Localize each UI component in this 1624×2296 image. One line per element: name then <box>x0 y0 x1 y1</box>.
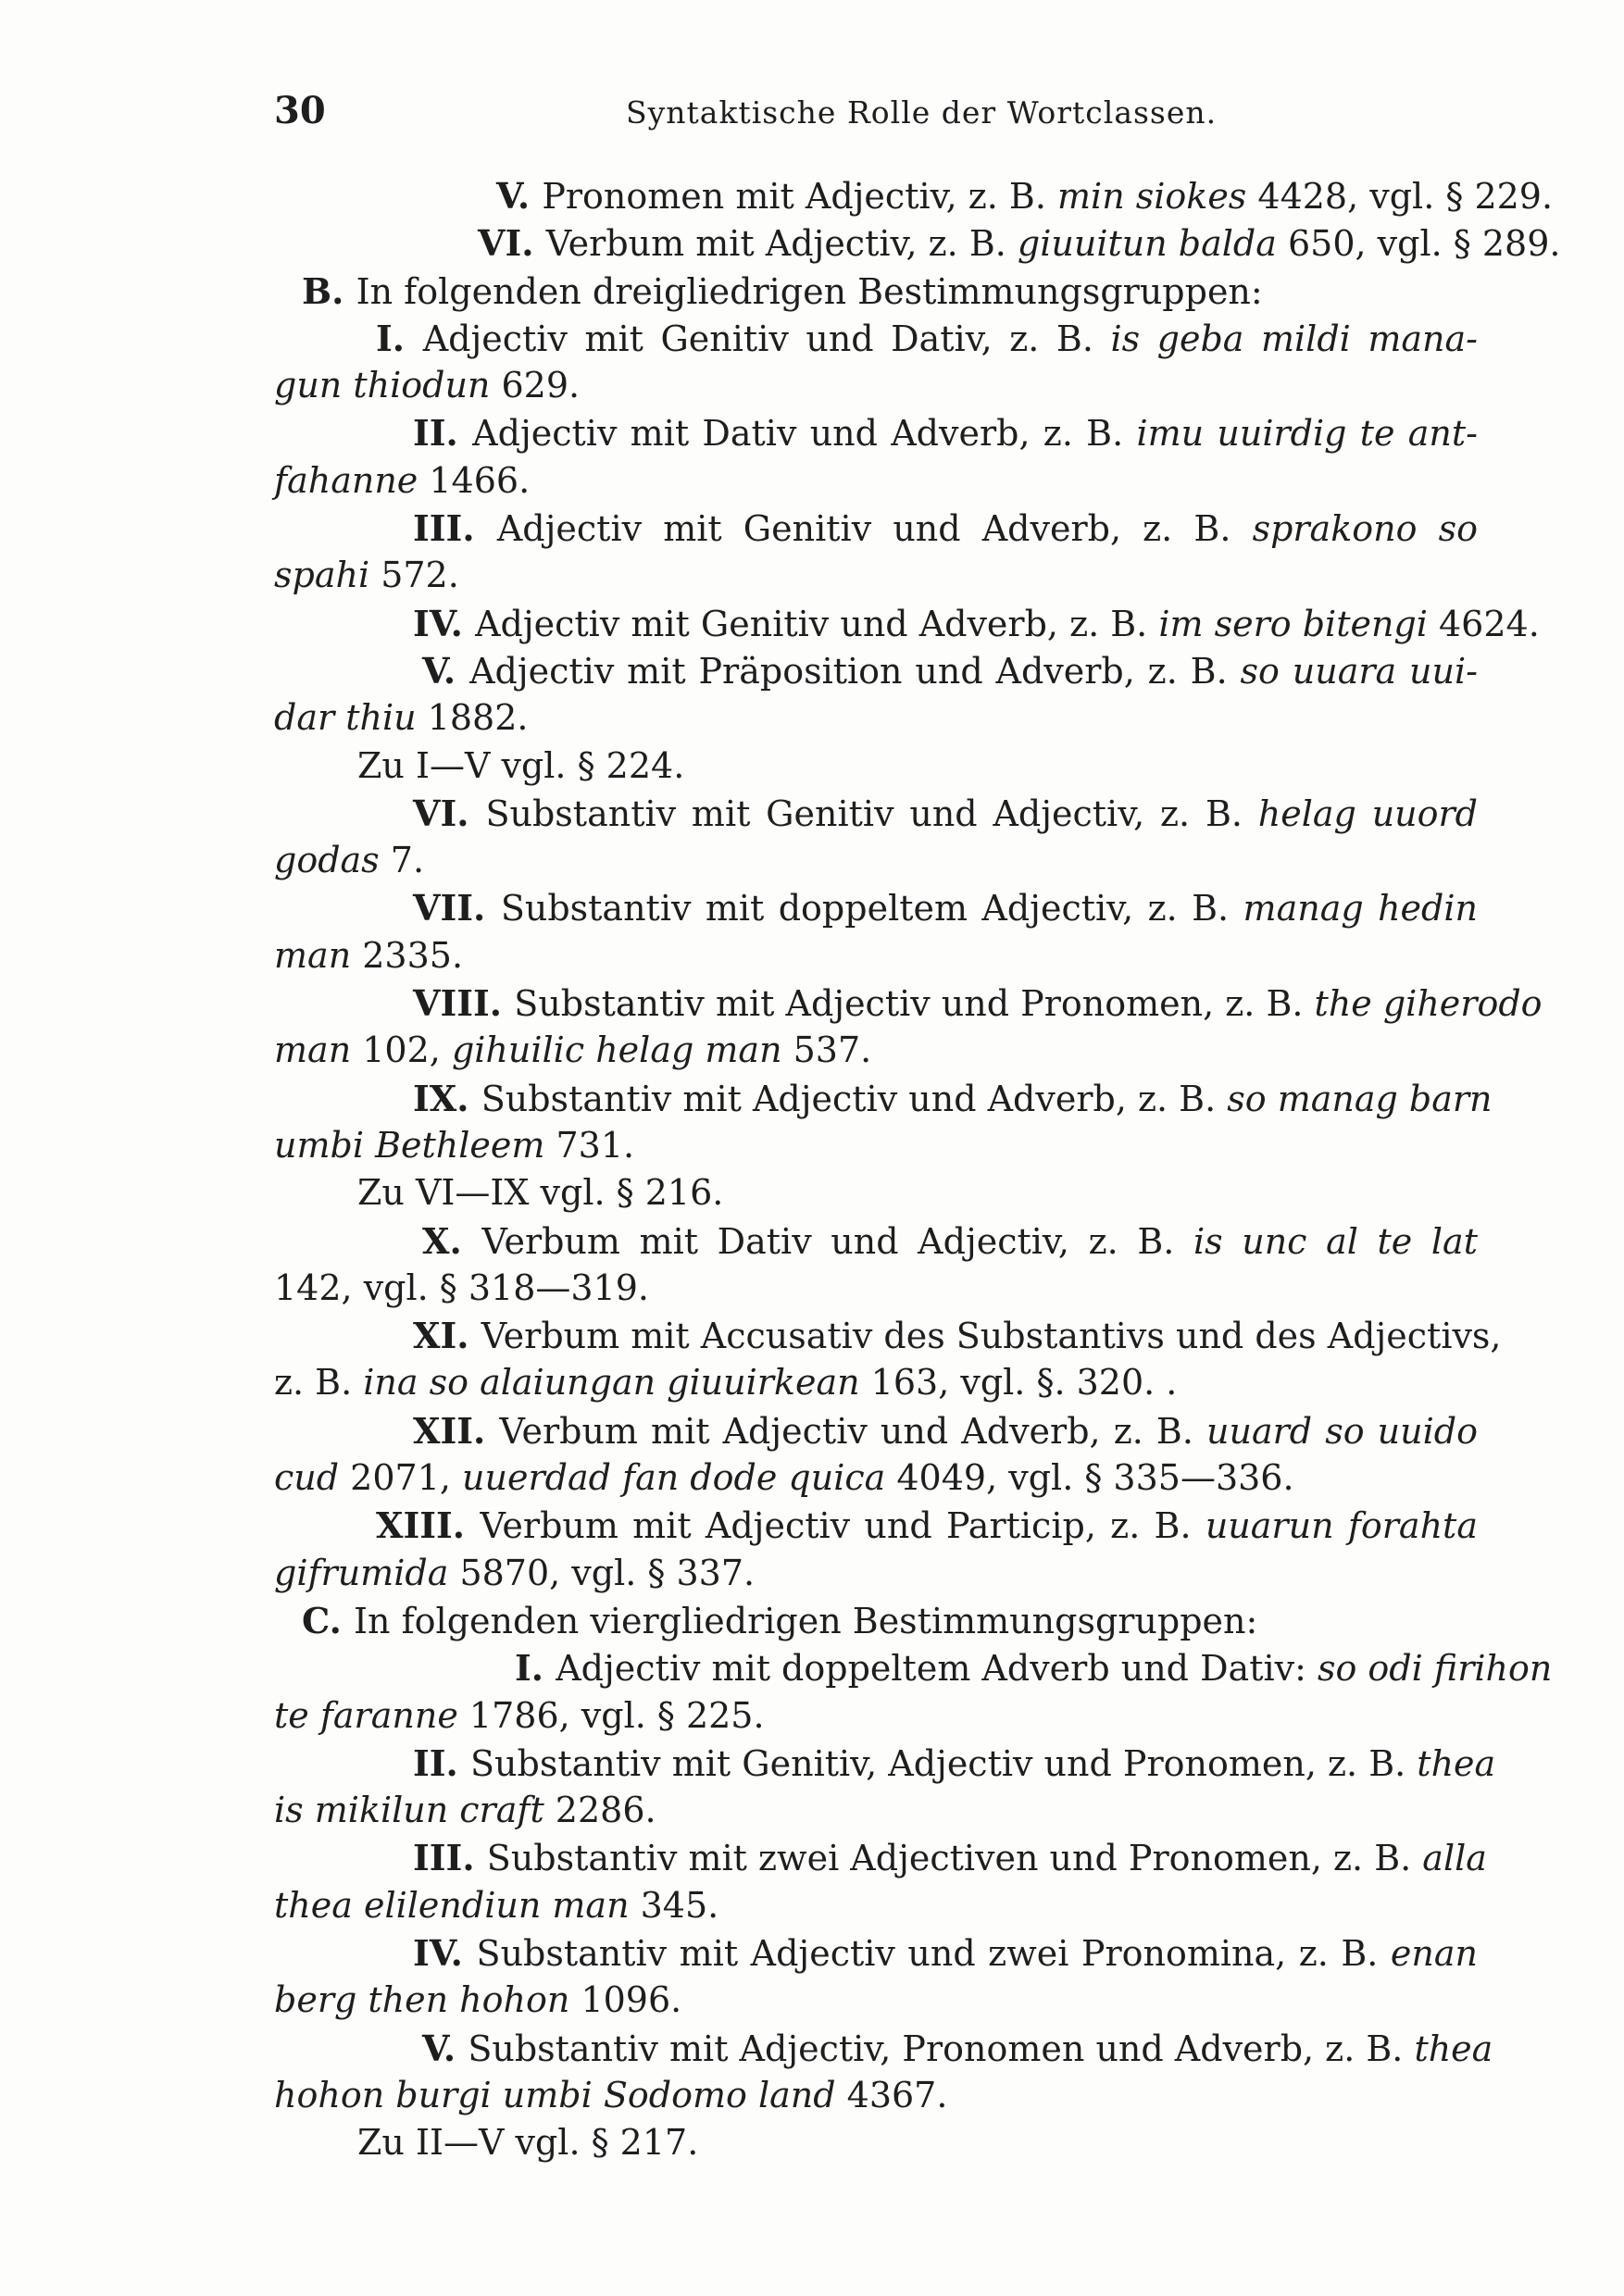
text-segment: Adjectiv mit Genitiv und Adverb, z. B. <box>496 508 1253 550</box>
example-text: imu uuirdig te ant- <box>1136 413 1478 455</box>
section-numeral: VIII. <box>413 982 515 1025</box>
text-line <box>274 268 1478 315</box>
text-line <box>274 1977 1478 2024</box>
example-text: man <box>274 934 352 976</box>
running-title: Syntaktische Rolle der Wortclassen. <box>626 94 1218 131</box>
text-segment: Substantiv mit Genitiv, Adjectiv und Pronomen, z. B. <box>470 1742 1418 1784</box>
text-line <box>274 1692 1478 1740</box>
text-segment: 4049, vgl. § 335—336. <box>885 1457 1294 1499</box>
section-numeral: C. <box>302 1599 355 1641</box>
example-text: dar thiu <box>274 697 417 739</box>
text-line <box>274 1312 1502 1359</box>
example-text: spahi <box>274 555 370 596</box>
example-text: thea elilendiun man <box>274 1884 630 1926</box>
example-text: im sero bitengi <box>1158 603 1428 644</box>
text-segment: Adjectiv mit Genitiv und Adverb, z. B. <box>475 603 1159 644</box>
text-line <box>274 409 1478 456</box>
text-line <box>274 980 1543 1027</box>
section-numeral: II. <box>413 1741 471 1784</box>
text-segment: Verbum mit Adjectiv und Particip, z. B. <box>480 1505 1206 1547</box>
text-segment: Verbum mit Adjectiv und Adverb, z. B. <box>499 1410 1206 1452</box>
example-text: hohon burgi umbi Sodomo land <box>274 2074 836 2115</box>
text-line <box>274 742 1478 790</box>
text-line <box>274 837 1478 884</box>
text-segment: Substantiv mit Adjectiv und Pronomen, z. B. <box>514 983 1315 1025</box>
example-text: man <box>274 1029 352 1071</box>
section-numeral: B. <box>302 269 356 312</box>
text-segment: 7. <box>379 840 425 881</box>
text-segment: In folgenden dreigliedrigen Bestimmungsgruppen: <box>356 270 1263 312</box>
example-text: gihuilic helag man <box>451 1029 782 1071</box>
text-line <box>274 600 1540 647</box>
text-line <box>274 694 1478 742</box>
text-line <box>274 1217 1478 1265</box>
section-numeral: IX. <box>413 1077 481 1119</box>
text-line <box>274 1359 1478 1406</box>
text-segment: Substantiv mit Genitiv und Adjectiv, z. B. <box>485 792 1258 834</box>
text-segment: Verbum mit Dativ und Adjectiv, z. B. <box>481 1220 1193 1262</box>
example-text: sprakono so <box>1252 508 1478 550</box>
example-text: min siokes <box>1057 176 1247 217</box>
example-text: te faranne <box>274 1694 458 1736</box>
text-segment: 4428, vgl. § 229. <box>1246 176 1554 217</box>
section-numeral: IV. <box>413 602 476 644</box>
text-segment: Verbum mit Accusativ des Substantivs und des Adjectivs, <box>481 1316 1502 1357</box>
text-segment: In folgenden viergliedrigen Bestimmungsgruppen: <box>354 1600 1258 1641</box>
text-line <box>274 1740 1496 1787</box>
section-numeral: XI. <box>413 1315 481 1357</box>
text-segment: Zu II—V vgl. § 217. <box>357 2122 699 2164</box>
section-numeral: IV. <box>413 1931 477 1974</box>
example-text: so uuara uui- <box>1240 650 1478 692</box>
text-segment: 537. <box>781 1029 872 1071</box>
text-line <box>274 1929 1478 1977</box>
text-segment: Substantiv mit Adjectiv und Adverb, z. B. <box>481 1078 1228 1119</box>
text-segment: Adjectiv mit Dativ und Adverb, z. B. <box>472 413 1137 455</box>
section-numeral: VI. <box>413 792 486 834</box>
section-numeral: I. <box>376 317 423 359</box>
example-text: thea <box>1417 1742 1496 1784</box>
text-segment: 102, <box>351 1029 452 1071</box>
section-numeral: VI. <box>478 222 546 265</box>
text-segment: Substantiv mit Adjectiv und zwei Pronomina, z. B. <box>476 1932 1391 1974</box>
text-line <box>274 315 1478 362</box>
example-text: so odi firihon <box>1317 1648 1553 1690</box>
section-numeral: XIII. <box>376 1504 481 1547</box>
example-text: manag hedin <box>1243 888 1478 930</box>
text-segment: 142, vgl. § 318—319. <box>274 1267 650 1308</box>
text-line <box>274 219 1561 267</box>
text-segment: Adjectiv mit doppeltem Adverb und Dativ: <box>556 1648 1318 1690</box>
example-text: is unc al te lat <box>1193 1220 1478 1262</box>
text-segment: 731. <box>544 1124 635 1166</box>
text-line <box>274 2025 1493 2072</box>
page-header <box>274 89 1478 144</box>
text-segment: 629. <box>490 365 581 406</box>
section-numeral: V. <box>496 175 543 217</box>
text-segment: Substantiv mit doppeltem Adjectiv, z. B. <box>500 888 1243 930</box>
section-numeral: II. <box>413 412 473 455</box>
text-line <box>274 1075 1493 1122</box>
example-text: so manag barn <box>1227 1078 1493 1119</box>
text-line <box>274 1027 1478 1074</box>
text-line <box>274 1834 1487 1881</box>
section-numeral: V. <box>422 649 470 692</box>
text-line <box>274 362 1478 409</box>
text-segment: 5870, vgl. § 337. <box>448 1552 756 1593</box>
text-line <box>274 647 1478 694</box>
text-segment: 4624. <box>1427 603 1540 644</box>
text-segment: Substantiv mit zwei Adjectiven und Pronomen, z. B. <box>486 1838 1423 1879</box>
text-segment: Pronomen mit Adjectiv, z. B. <box>542 176 1058 217</box>
section-numeral: I. <box>515 1647 556 1690</box>
text-segment: Adjectiv mit Genitiv und Dativ, z. B. <box>422 318 1111 359</box>
example-text: uuerdad fan dode quica <box>462 1457 886 1499</box>
text-segment: Verbum mit Adjectiv, z. B. <box>545 223 1018 265</box>
example-text: uuard so uuido <box>1206 1410 1478 1452</box>
text-segment: 572. <box>369 555 459 596</box>
text-line <box>274 505 1478 552</box>
text-line <box>274 1550 1478 1597</box>
example-text: umbi Bethleem <box>274 1124 545 1166</box>
text-line <box>274 1882 1478 1929</box>
example-text: gun thiodun <box>274 365 491 406</box>
example-text: berg then hohon <box>274 1979 570 2021</box>
text-segment: 163, vgl. §. 320. . <box>859 1362 1178 1404</box>
example-text: gifrumida <box>274 1552 449 1593</box>
example-text: fahanne <box>274 459 418 501</box>
text-line <box>274 1454 1478 1502</box>
text-line <box>274 1265 1478 1312</box>
text-line <box>274 1787 1478 1834</box>
example-text: alla <box>1422 1838 1487 1879</box>
text-segment: z. B. <box>274 1362 364 1404</box>
example-text: giuuitun balda <box>1017 223 1277 265</box>
text-line <box>274 1644 1553 1691</box>
text-segment: Substantiv mit Adjectiv, Pronomen und Adverb, z. B. <box>468 2028 1415 2069</box>
example-text: is mikilun craft <box>274 1790 544 1831</box>
text-segment: 1882. <box>416 697 529 739</box>
section-numeral: V. <box>422 2027 468 2069</box>
example-text: thea <box>1414 2028 1493 2069</box>
text-line <box>274 790 1478 837</box>
example-text: ina so alaiungan giuuirkean <box>363 1362 860 1404</box>
text-segment: 1096. <box>569 1979 682 2021</box>
text-line <box>274 932 1478 980</box>
text-line <box>274 2119 1478 2166</box>
text-segment: 1786, vgl. § 225. <box>457 1694 765 1736</box>
text-line <box>274 1169 1478 1217</box>
section-numeral: X. <box>422 1219 482 1262</box>
section-numeral: XII. <box>413 1409 500 1452</box>
text-line <box>274 172 1554 219</box>
example-text: enan <box>1390 1932 1478 1974</box>
section-numeral: III. <box>413 1837 487 1879</box>
text-segment: 2335. <box>351 934 464 976</box>
text-segment: Adjectiv mit Präposition und Adverb, z. B. <box>469 650 1241 692</box>
text-line <box>274 1122 1478 1169</box>
example-text: the giherodo <box>1314 983 1543 1025</box>
page-number: 30 <box>274 89 326 132</box>
example-text: uuarun forahta <box>1205 1505 1478 1547</box>
section-numeral: III. <box>413 507 497 550</box>
text-segment: 4367. <box>835 2074 948 2115</box>
text-segment: 650, vgl. § 289. <box>1276 223 1561 265</box>
text-line <box>274 884 1478 931</box>
text-segment: 2071, <box>339 1457 463 1499</box>
text-line <box>274 457 1478 505</box>
text-line <box>274 1502 1478 1549</box>
text-line <box>274 1597 1478 1644</box>
text-line <box>274 552 1478 599</box>
example-text: godas <box>274 840 380 881</box>
body-text <box>274 172 1561 2166</box>
text-line <box>274 2072 1478 2119</box>
text-segment: Zu I—V vgl. § 224. <box>357 744 685 786</box>
text-segment: 2286. <box>543 1790 656 1831</box>
section-numeral: VII. <box>413 887 501 930</box>
example-text: helag uuord <box>1257 792 1479 834</box>
text-line <box>274 1407 1478 1454</box>
text-segment: 345. <box>629 1884 719 1926</box>
example-text: is geba mildi mana- <box>1110 318 1479 359</box>
example-text: cud <box>274 1457 340 1499</box>
text-segment: 1466. <box>418 459 531 501</box>
text-segment: Zu VI—IX vgl. § 216. <box>357 1172 724 1214</box>
